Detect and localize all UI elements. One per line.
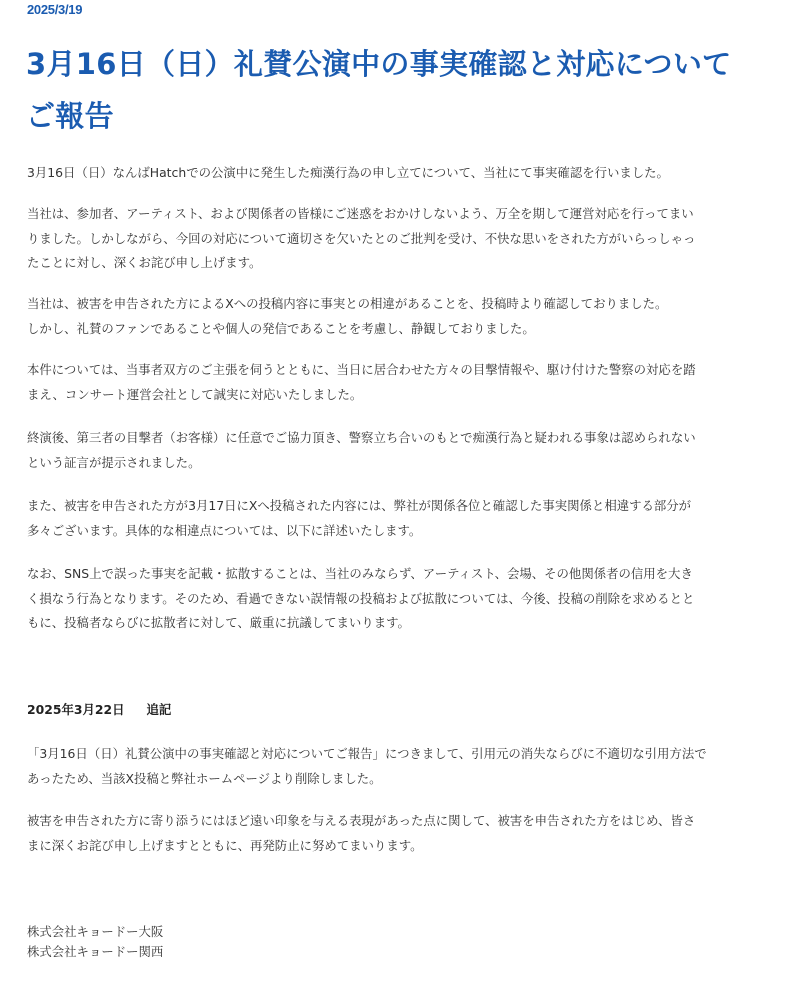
paragraph-1 xyxy=(27,161,797,186)
text-line: また、被害を申告された方が3月17日にXへ投稿された内容には、弊社が関係各位と確認した事実関係と相違する部分が xyxy=(27,498,692,513)
text-line: しかし、礼賛のファンであることや個人の発信であることを考慮し、静観しておりました。 xyxy=(27,320,535,336)
paragraph-6 xyxy=(27,494,797,543)
postscript-header xyxy=(27,700,171,718)
text-line: あったため、当該X投稿と弊社ホームページより削除しました。 xyxy=(27,770,382,786)
text-line: まに深くお詫び申し上げますとともに、再発防止に努めてまいります。 xyxy=(27,837,423,853)
title-line: 3月16日（日）礼賛公演中の事実確認と対応について xyxy=(26,47,732,81)
text-line: 多々ございます。具体的な相違点については、以下に詳述いたします。 xyxy=(27,522,422,538)
text-line: 「3月16日（日）礼賛公演中の事実確認と対応についてご報告」につきまして、引用元の消失ならびに不適切な引用方法で xyxy=(27,746,707,761)
text-line: 当社は、参加者、アーティスト、および関係者の皆様にご迷惑をおかけしないよう、万全を期して運営対応を行ってまい xyxy=(27,206,694,221)
text-line: なお、SNS上で誤った事実を記載・拡散することは、当社のみならず、アーティスト、会場、その他関係者の信用を大き xyxy=(27,566,693,581)
paragraph-3 xyxy=(27,292,797,341)
publish-date: 2025/3/19 xyxy=(27,2,83,17)
postscript-paragraph-1 xyxy=(27,742,797,791)
text-line: 当社は、被害を申告された方によるXへの投稿内容に事実との相違があることを、投稿時より確認しておりました。 xyxy=(27,296,668,311)
page-title xyxy=(26,38,806,142)
paragraph-7 xyxy=(27,562,797,636)
postscript-label: 追記 xyxy=(146,702,172,717)
text-line: もに、投稿者ならびに拡散者に対して、厳重に抗議してまいります。 xyxy=(27,615,410,630)
text-line: 3月16日（日）なんばHatchでの公演中に発生した痴漢行為の申し立てについて、当社にて事実確認を行いました。 xyxy=(27,165,669,180)
title-line: ご報告 xyxy=(26,99,114,133)
paragraph-5 xyxy=(27,426,797,475)
text-line: 終演後、第三者の目撃者（お客様）に任意でご協力頂き、警察立ち合いのもとで痴漢行為と疑われる事象は認められない xyxy=(27,430,696,445)
paragraph-4 xyxy=(27,358,797,407)
text-line: く損なう行為となります。そのため、看過できない誤情報の投稿および拡散については、今後、投稿の削除を求めるとと xyxy=(27,590,695,606)
text-line: という証言が提示されました。 xyxy=(27,454,201,470)
signature xyxy=(27,922,163,962)
company-name: 株式会社キョードー関西 xyxy=(27,944,164,959)
text-line: 本件については、当事者双方のご主張を伺うとともに、当日に居合わせた方々の目撃情報や、駆け付けた警察の対応を踏 xyxy=(27,362,696,377)
company-name: 株式会社キョードー大阪 xyxy=(27,924,164,939)
postscript-date: 2025年3月22日 xyxy=(27,702,125,717)
paragraph-2 xyxy=(27,202,797,276)
text-line: たことに対し、深くお詫び申し上げます。 xyxy=(27,255,262,270)
postscript-paragraph-2 xyxy=(27,809,797,858)
text-line: 被害を申告された方に寄り添うにはほど遠い印象を与える表現があった点に関して、被害を申告された方をはじめ、皆さ xyxy=(27,813,696,828)
text-line: まえ、コンサート運営会社として誠実に対応いたしました。 xyxy=(27,386,363,402)
text-line: りました。しかしながら、今回の対応について適切さを欠いたとのご批判を受け、不快な思いをされた方がいらっしゃっ xyxy=(27,230,696,246)
